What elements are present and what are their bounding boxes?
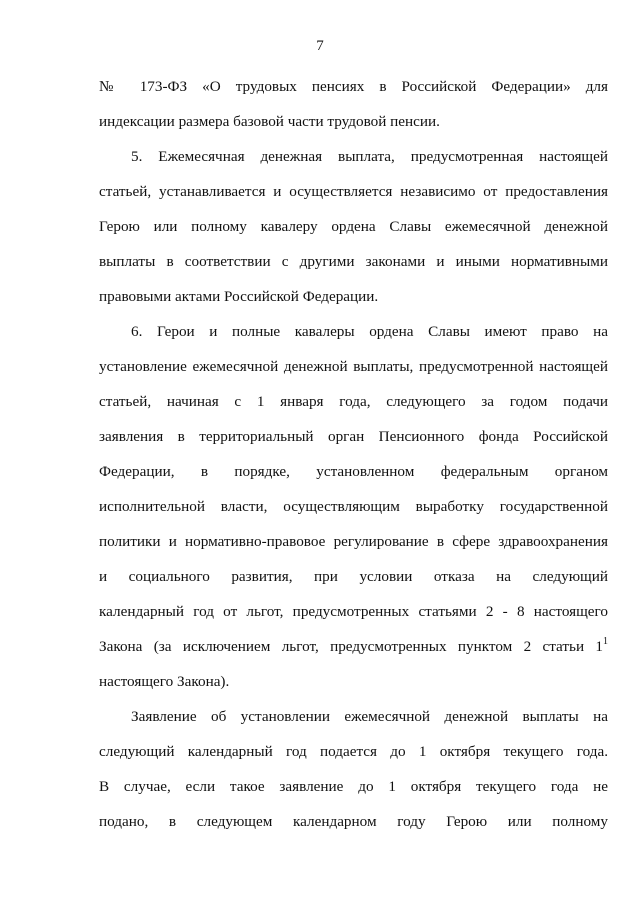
text-line: исполнительной власти, осуществляющим выработку государственной — [99, 498, 608, 515]
text-line: Федерации, в порядке, установленном федеральным органом — [99, 463, 608, 480]
paragraph-5-start: 5. Ежемесячная денежная выплата, предусмотренная настоящей — [131, 148, 608, 165]
text-line: следующий календарный год подается до 1 октября текущего года. — [99, 743, 608, 760]
text-line-content: Закона (за исключением льгот, предусмотренных пунктом 2 статьи 1 — [99, 638, 603, 655]
page-number: 7 — [316, 38, 324, 54]
text-line-with-superscript — [99, 637, 608, 657]
text-line: выплаты в соответствии с другими законами и иными нормативными — [99, 253, 608, 270]
text-line: индексации размера базовой части трудовой пенсии. — [99, 113, 440, 130]
paragraph-start: Заявление об установлении ежемесячной денежной выплаты на — [131, 708, 608, 725]
text-line: статьей, начиная с 1 января года, следующего за годом подачи — [99, 393, 608, 410]
text-line: В случае, если такое заявление до 1 октября текущего года не — [99, 778, 608, 795]
text-line: календарный год от льгот, предусмотренных статьями 2 - 8 настоящего — [99, 603, 608, 620]
text-line: настоящего Закона). — [99, 673, 230, 690]
superscript: 1 — [603, 637, 608, 647]
text-line: статьей, устанавливается и осуществляется независимо от предоставления — [99, 183, 608, 200]
text-line: Герою или полному кавалеру ордена Славы ежемесячной денежной — [99, 218, 608, 235]
text-line: правовыми актами Российской Федерации. — [99, 288, 379, 305]
text-line: и социального развития, при условии отказа на следующий — [99, 568, 608, 585]
paragraph-6-start: 6. Герои и полные кавалеры ордена Славы имеют право на — [131, 323, 608, 340]
text-line: № 173-ФЗ «О трудовых пенсиях в Российской Федерации» для — [99, 78, 608, 95]
text-line: подано, в следующем календарном году Герою или полному — [99, 813, 608, 830]
text-line: политики и нормативно-правовое регулирование в сфере здравоохранения — [99, 533, 608, 550]
text-line: заявления в территориальный орган Пенсионного фонда Российской — [99, 428, 608, 445]
text-line: установление ежемесячной денежной выплаты, предусмотренной настоящей — [99, 358, 608, 375]
